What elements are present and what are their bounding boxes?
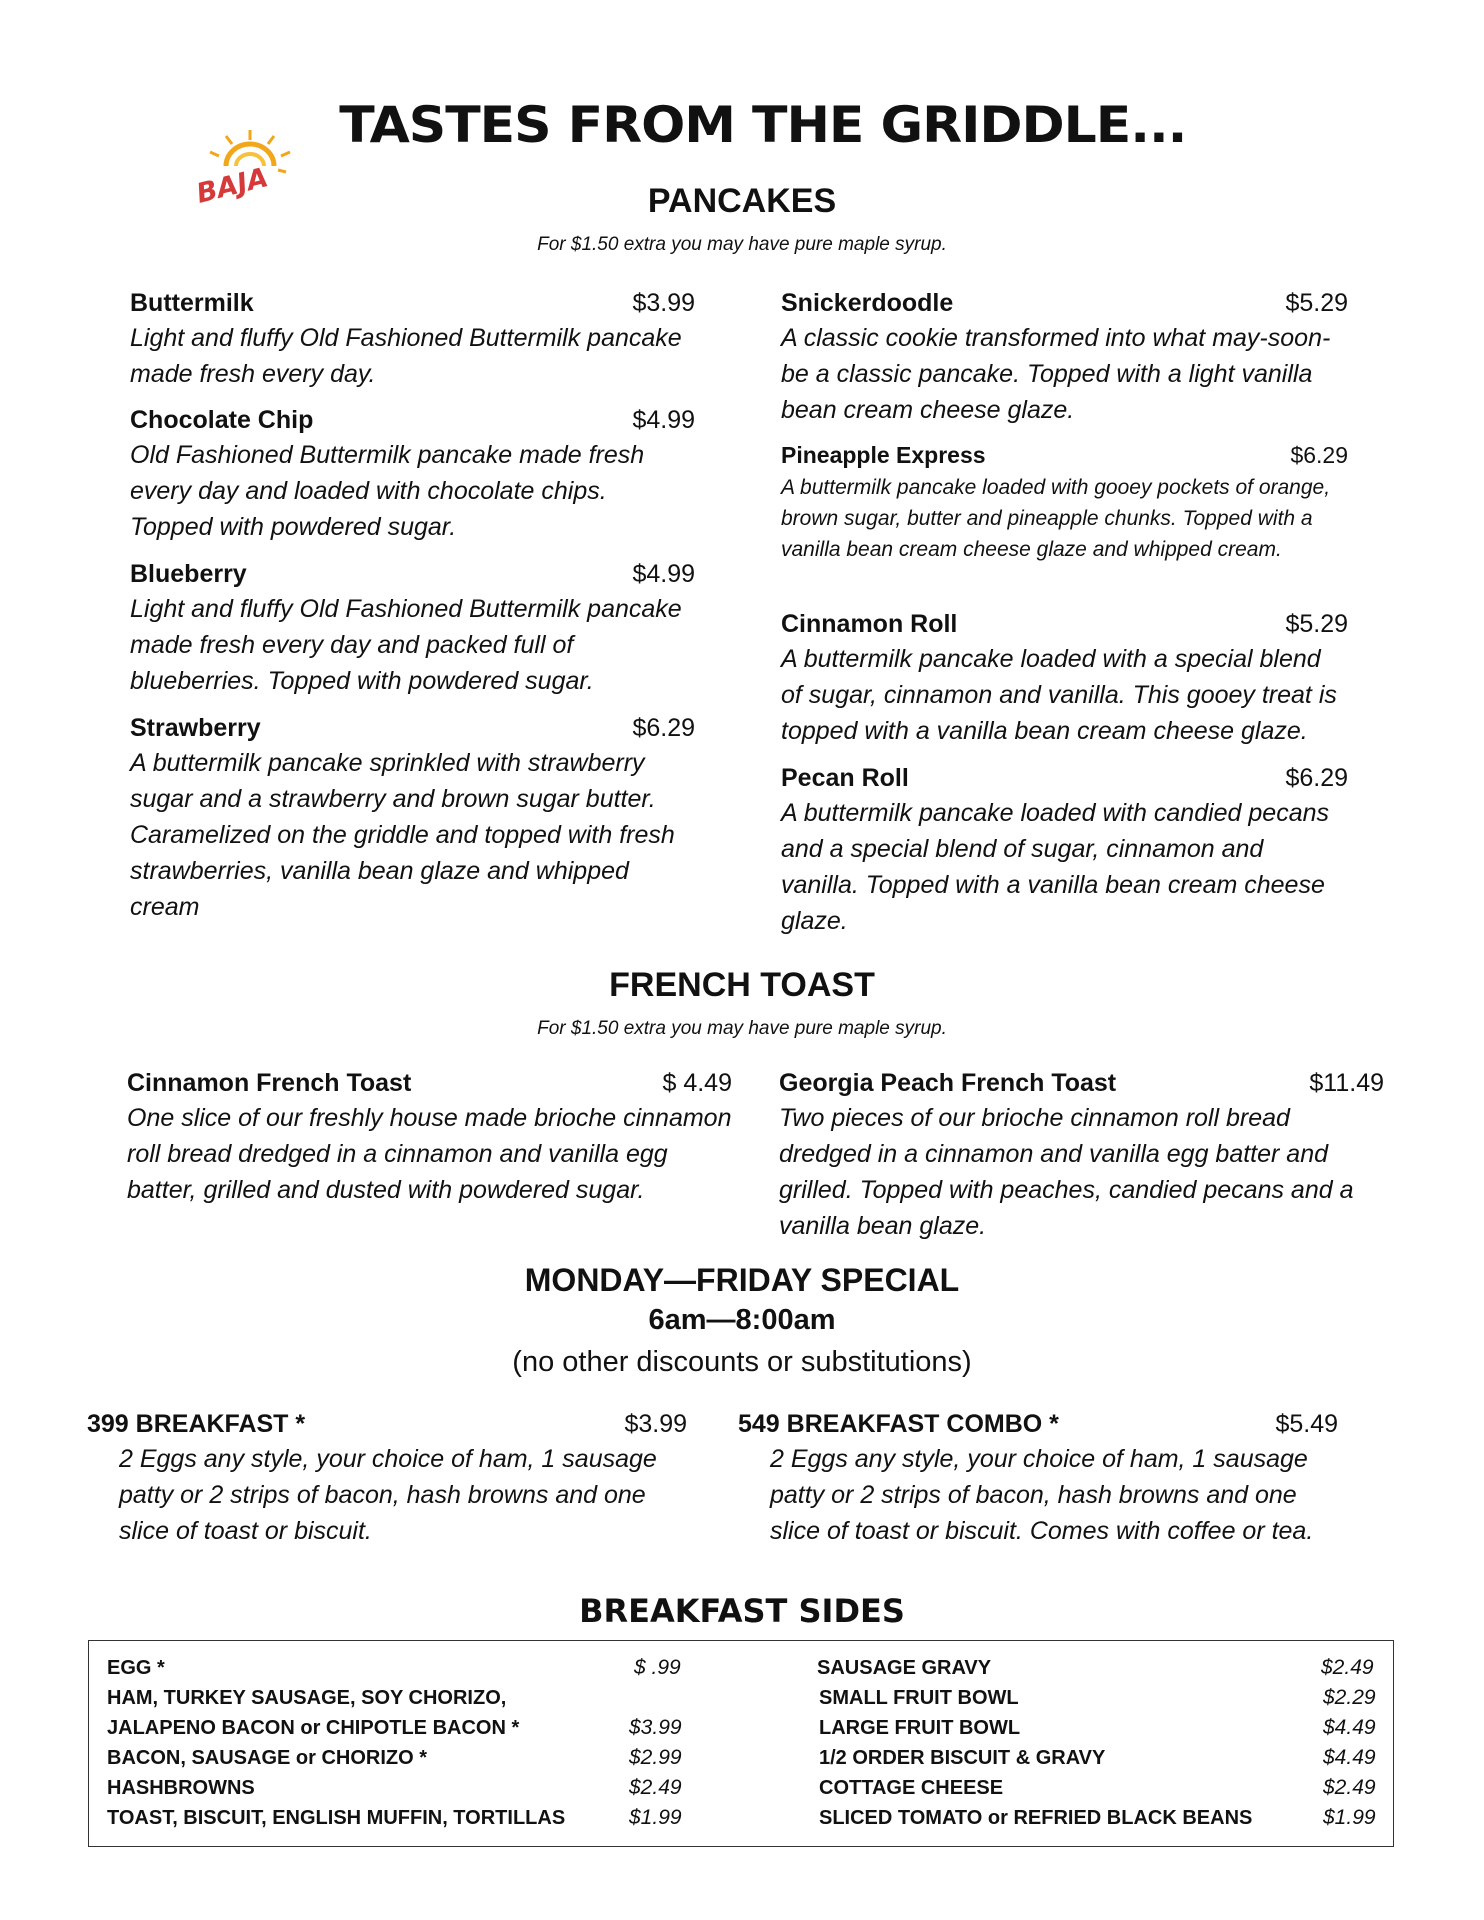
- item-price: $6.29: [632, 714, 695, 742]
- item-description: A buttermilk pancake loaded with a special blend of sugar, cinnamon and vanilla. This gooey treat is topped with a vanilla bean cream cheese glaze.: [781, 645, 1337, 745]
- item-description: 2 Eggs any style, your choice of ham, 1 sausage patty or 2 strips of bacon, hash browns and one slice of toast or biscuit.: [119, 1445, 657, 1545]
- item-description: Light and fluffy Old Fashioned Buttermilk pancake made fresh every day and packed full of blueberries. Topped with powdered sugar.: [130, 595, 682, 695]
- side-price: $1.99: [629, 1806, 682, 1829]
- side-name: HASHBROWNS: [107, 1777, 255, 1799]
- side-price: $2.29: [1323, 1686, 1376, 1709]
- side-name: SMALL FRUIT BOWL: [819, 1687, 1019, 1709]
- side-name: 1/2 ORDER BISCUIT & GRAVY: [819, 1747, 1106, 1769]
- side-price: $2.99: [629, 1746, 682, 1769]
- french-toast-heading: FRENCH TOAST: [609, 966, 875, 1004]
- item-price: $5.29: [1285, 289, 1348, 317]
- item-name: 399 BREAKFAST *: [87, 1410, 306, 1438]
- side-name: SAUSAGE GRAVY: [817, 1657, 992, 1679]
- item-name: Cinnamon Roll: [781, 610, 958, 638]
- item-name: Blueberry: [130, 560, 247, 588]
- menu-item: [779, 1066, 1384, 1244]
- item-name: Snickerdoodle: [781, 289, 954, 317]
- menu-item: [127, 1066, 732, 1208]
- item-name: Pineapple Express: [781, 442, 986, 468]
- side-price: $4.49: [1323, 1716, 1376, 1739]
- menu-item: [130, 557, 695, 699]
- menu-item: [781, 438, 1348, 565]
- item-description: 2 Eggs any style, your choice of ham, 1 sausage patty or 2 strips of bacon, hash browns and one slice of toast or biscuit. Comes with coffee or tea.: [770, 1445, 1314, 1545]
- item-description: A buttermilk pancake loaded with gooey pockets of orange, brown sugar, butter and pineapple chunks. Topped with a vanilla bean cream cheese glaze and whipped cream.: [781, 476, 1331, 561]
- sides-heading: BREAKFAST SIDES: [579, 1592, 905, 1630]
- side-name: EGG *: [107, 1657, 165, 1679]
- side-price: $ .99: [634, 1656, 681, 1679]
- item-name: Strawberry: [130, 714, 261, 742]
- item-description: Two pieces of our brioche cinnamon roll bread dredged in a cinnamon and vanilla egg batter and grilled. Topped with peaches, candied pecans and a vanilla bean glaze.: [779, 1104, 1354, 1240]
- side-name: TOAST, BISCUIT, ENGLISH MUFFIN, TORTILLAS: [107, 1807, 566, 1829]
- special-note: (no other discounts or substitutions): [512, 1346, 972, 1378]
- menu-item: [130, 286, 695, 392]
- side-name: BACON, SAUSAGE or CHORIZO *: [107, 1747, 428, 1769]
- svg-text:BAJA: BAJA: [193, 162, 272, 210]
- side-name: HAM, TURKEY SAUSAGE, SOY CHORIZO,: [107, 1687, 507, 1709]
- side-name: COTTAGE CHEESE: [819, 1777, 1004, 1799]
- menu-item: [781, 761, 1348, 939]
- pancakes-note: For $1.50 extra you may have pure maple syrup.: [537, 234, 947, 255]
- item-price: $3.99: [632, 289, 695, 317]
- item-name: Pecan Roll: [781, 764, 909, 792]
- item-price: $11.49: [1309, 1069, 1384, 1097]
- item-description: One slice of our freshly house made brioche cinnamon roll bread dredged in a cinnamon and vanilla egg batter, grilled and dusted with powdered sugar.: [127, 1104, 732, 1204]
- item-name: Chocolate Chip: [130, 406, 314, 434]
- side-price: $3.99: [629, 1716, 682, 1739]
- item-price: $ 4.49: [662, 1069, 732, 1097]
- item-description: A buttermilk pancake sprinkled with strawberry sugar and a strawberry and brown sugar butter. Caramelized on the griddle and topped with fresh strawberries, vanilla bean glaze and whipped cream: [130, 749, 675, 921]
- item-description: Light and fluffy Old Fashioned Buttermilk pancake made fresh every day.: [130, 324, 682, 388]
- item-price: $5.49: [1275, 1410, 1338, 1438]
- item-name: Buttermilk: [130, 289, 254, 317]
- side-price: $2.49: [1321, 1656, 1374, 1679]
- special-heading: MONDAY—FRIDAY SPECIAL: [524, 1262, 960, 1298]
- item-price: $4.99: [632, 406, 695, 434]
- item-price: $6.29: [1290, 442, 1348, 468]
- item-description: A buttermilk pancake loaded with candied pecans and a special blend of sugar, cinnamon and vanilla. Topped with a vanilla bean cream cheese glaze.: [781, 799, 1330, 935]
- page-title: TASTES FROM THE GRIDDLE...: [339, 96, 1187, 154]
- item-price: $3.99: [624, 1410, 687, 1438]
- item-description: Old Fashioned Buttermilk pancake made fresh every day and loaded with chocolate chips. Topped with powdered sugar.: [130, 441, 645, 541]
- item-name: Cinnamon French Toast: [127, 1069, 412, 1097]
- french-toast-note: For $1.50 extra you may have pure maple syrup.: [537, 1018, 947, 1039]
- side-name: SLICED TOMATO or REFRIED BLACK BEANS: [819, 1807, 1253, 1829]
- side-price: $4.49: [1323, 1746, 1376, 1769]
- menu-item: [781, 607, 1348, 749]
- side-name: JALAPENO BACON or CHIPOTLE BACON *: [107, 1717, 520, 1739]
- side-price: $1.99: [1323, 1806, 1376, 1829]
- menu-item: [130, 403, 695, 545]
- item-description: A classic cookie transformed into what may-soon-be a classic pancake. Topped with a light vanilla bean cream cheese glaze.: [781, 324, 1331, 424]
- item-name: Georgia Peach French Toast: [779, 1069, 1117, 1097]
- side-price: $2.49: [1323, 1776, 1376, 1799]
- menu-item: [738, 1407, 1338, 1549]
- side-price: $2.49: [629, 1776, 682, 1799]
- item-price: $6.29: [1285, 764, 1348, 792]
- side-name: LARGE FRUIT BOWL: [819, 1717, 1021, 1739]
- menu-item: [130, 711, 695, 925]
- sides-box: [88, 1640, 1394, 1847]
- item-price: $4.99: [632, 560, 695, 588]
- menu-item: [781, 286, 1348, 428]
- item-name: 549 BREAKFAST COMBO *: [738, 1410, 1059, 1438]
- item-price: $5.29: [1285, 610, 1348, 638]
- menu-item: [87, 1407, 687, 1549]
- special-hours: 6am—8:00am: [648, 1304, 836, 1336]
- pancakes-heading: PANCAKES: [647, 182, 837, 220]
